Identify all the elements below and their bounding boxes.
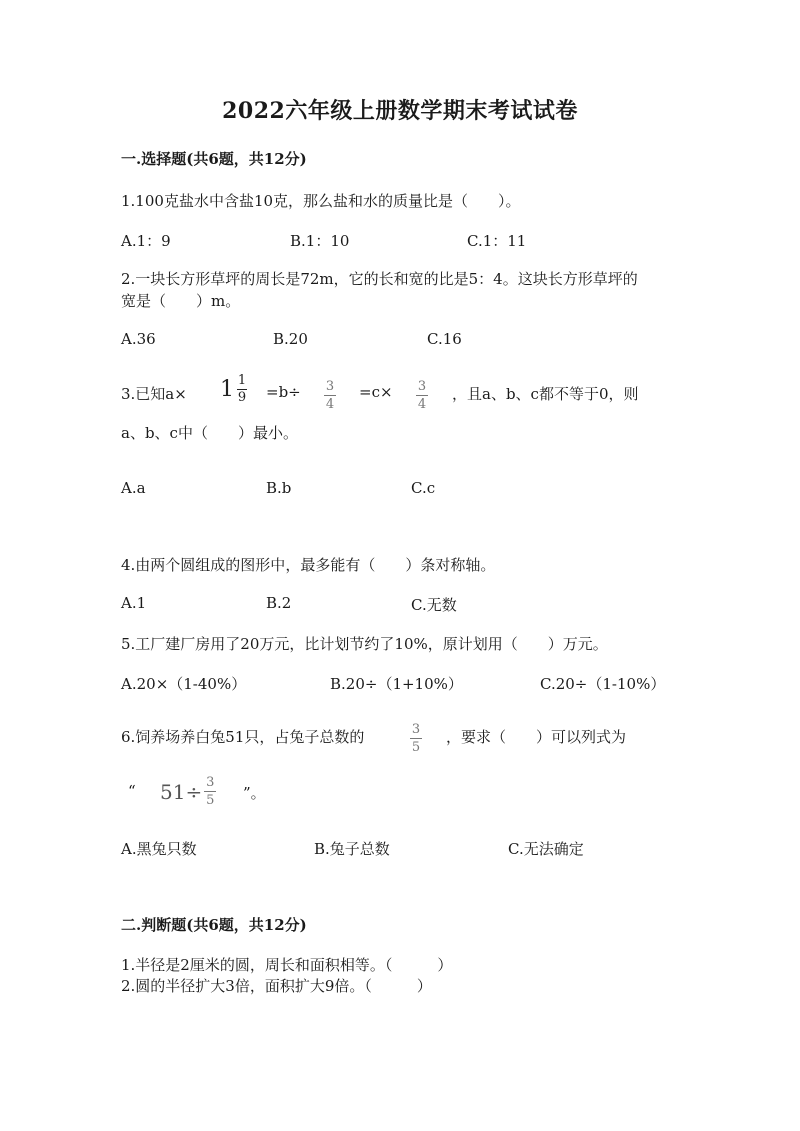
question-1-option-b: B.1：10 xyxy=(290,232,350,250)
close-quote: ”。 xyxy=(243,784,266,802)
question-3-option-a: A.a xyxy=(121,479,146,497)
section-heading-judgement: 二.判断题(共6题，共12分) xyxy=(121,916,307,934)
page-title: 2022六年级上册数学期末考试试卷 xyxy=(222,98,578,124)
question-3-eq-c: =c× xyxy=(359,383,393,401)
question-4-option-b: B.2 xyxy=(266,594,292,612)
mixed-denominator: 9 xyxy=(237,390,247,405)
numerator: 3 xyxy=(411,722,421,737)
judgement-question-2: 2.圆的半径扩大3倍，面积扩大9倍。（ ） xyxy=(121,977,432,995)
question-2-option-c: C.16 xyxy=(427,330,462,348)
mixed-number-1-1-9 xyxy=(220,374,247,405)
question-5-option-c: C.20÷（1-10%） xyxy=(540,675,666,693)
numerator: 3 xyxy=(417,379,427,394)
question-2-text-line2: 宽是（ ）m。 xyxy=(121,292,241,310)
question-6-suffix: ，要求（ ）可以列式为 xyxy=(446,728,627,746)
question-3-prefix: 3.已知a× xyxy=(121,385,187,403)
question-4-option-c: C.无数 xyxy=(411,596,457,614)
question-1-option-a: A.1：9 xyxy=(121,232,171,250)
question-3-option-b: B.b xyxy=(266,479,292,497)
numerator: 3 xyxy=(206,775,215,790)
question-2-option-b: B.20 xyxy=(273,330,308,348)
question-1-text: 1.100克盐水中含盐10克，那么盐和水的质量比是（ ）。 xyxy=(121,192,521,210)
question-6-option-c: C.无法确定 xyxy=(508,840,584,858)
mixed-whole: 1 xyxy=(220,377,234,402)
question-4-option-a: A.1 xyxy=(121,594,147,612)
question-3-option-c: C.c xyxy=(411,479,436,497)
denominator: 5 xyxy=(411,740,421,755)
denominator: 4 xyxy=(417,397,427,412)
question-5-option-b: B.20÷（1+10%） xyxy=(330,675,463,693)
fraction-3-4-first xyxy=(324,375,336,412)
question-6-prefix: 6.饲养场养白兔51只，占兔子总数的 xyxy=(121,728,365,746)
section-heading-choice: 一.选择题(共6题，共12分) xyxy=(121,150,307,168)
question-2-option-a: A.36 xyxy=(121,330,156,348)
question-6-option-b: B.兔子总数 xyxy=(314,840,390,858)
expression-51-div-3-5 xyxy=(160,775,216,808)
denominator: 4 xyxy=(325,397,335,412)
fraction-3-5 xyxy=(410,718,422,755)
judgement-question-1: 1.半径是2厘米的圆，周长和面积相等。（ ） xyxy=(121,956,453,974)
expression-left: 51÷ xyxy=(160,779,203,804)
question-5-option-a: A.20×（1-40%） xyxy=(121,675,247,693)
question-5-text: 5.工厂建厂房用了20万元，比计划节约了10%，原计划用（ ）万元。 xyxy=(121,635,608,653)
denominator: 5 xyxy=(206,793,215,808)
question-6-option-a: A.黑兔只数 xyxy=(121,840,197,858)
question-3-suffix: ，且a、b、c都不等于0，则 xyxy=(452,385,639,403)
fraction-3-4-second xyxy=(416,375,428,412)
mixed-numerator: 1 xyxy=(237,373,247,388)
open-quote: “ xyxy=(128,782,136,800)
question-4-text: 4.由两个圆组成的图形中，最多能有（ ）条对称轴。 xyxy=(121,556,496,574)
question-3-eq-b: =b÷ xyxy=(266,383,301,401)
numerator: 3 xyxy=(325,379,335,394)
question-1-option-c: C.1：11 xyxy=(467,232,527,250)
question-3-text-line2: a、b、c中（ ）最小。 xyxy=(121,424,298,442)
question-2-text-line1: 2.一块长方形草坪的周长是72m，它的长和宽的比是5：4。这块长方形草坪的 xyxy=(121,270,638,288)
